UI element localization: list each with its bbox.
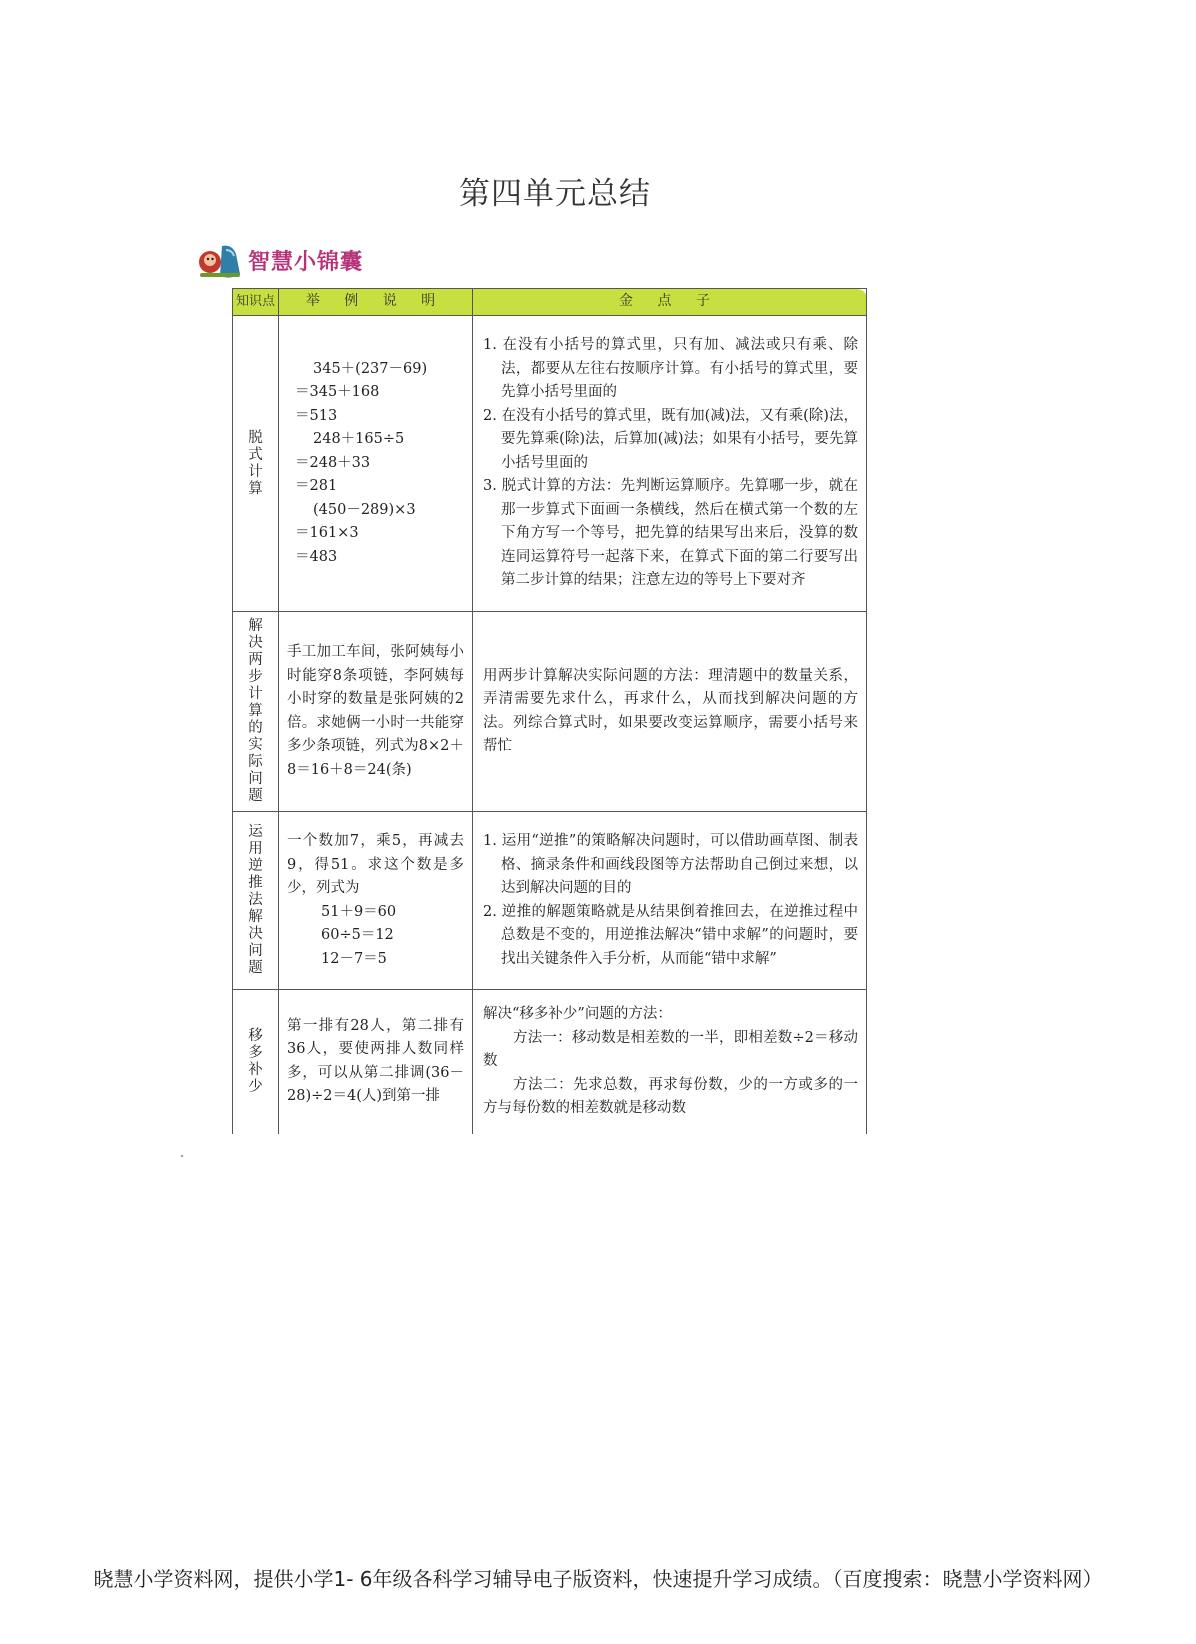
tip-item: 3. 脱式计算的方法：先判断运算顺序。先算哪一步，就在那一步算式下面画一条横线，然后在横式第一个数的左下角方写一个等号，把先算的结果写出来后，没算的数连同运算符号一起落下来，在算式下面的第二行要写出第二步计算的结果；注意左边的等号上下要对齐 [483, 478, 858, 589]
banner-label: 智慧小锦囊 [248, 249, 364, 275]
calc-line: 345＋(237－69) [313, 360, 428, 377]
example-cell [279, 990, 473, 1134]
tips-cell [473, 612, 867, 812]
topic-label: 解决两步计算的实际问题 [248, 618, 263, 804]
example-cell [279, 812, 473, 990]
example-cell [279, 612, 473, 812]
calc-line: ＝483 [295, 548, 338, 565]
table-header-row [233, 289, 867, 316]
calc-line: 248＋165÷5 [313, 431, 405, 448]
calc-line: (450－289)×3 [313, 501, 416, 518]
tip-text: 用两步计算解决实际问题的方法：理清题中的数量关系，弄清需要先求什么，再求什么，从而找到解决问题的方法。列综合算式时，如果要改变运算顺序，需要小括号来帮忙 [483, 667, 858, 754]
wisdom-banner [196, 240, 363, 280]
example-text: 一个数加7，乘5，再减去9，得51。求这个数是多少，列式为 [287, 833, 464, 896]
summary-table [232, 288, 867, 1134]
calc-line: ＝161×3 [295, 525, 359, 542]
topic-cell [233, 316, 279, 612]
tip-item: 1. 在没有小括号的算式里，只有加、减法或只有乘、除法，都要从左往右按顺序计算。有小括号的算式里，要先算小括号里面的 [483, 337, 858, 401]
calc-line: ＝513 [295, 407, 338, 424]
calc-line: ＝345＋168 [295, 384, 380, 401]
tip-intro: 解决“移多补少”问题的方法： [483, 1006, 672, 1022]
topic-cell [233, 812, 279, 990]
footer-note: 晓慧小学资料网，提供小学1- 6年级各科学习辅导电子版资料，快速提升学习成绩。（百度搜索：晓慧小学资料网） [93, 1567, 1103, 1591]
example-text: 手工加工车间，张阿姨每小时能穿8条项链，李阿姨每小时穿的数量是张阿姨的2倍。求她俩一小时一共能穿多少条项链，列式为8×2＋8＝16＋8＝24(条) [287, 644, 464, 778]
topic-label: 移多补少 [248, 1027, 263, 1095]
calc-line: 12－7＝5 [321, 950, 387, 967]
scan-speck [181, 1155, 183, 1157]
tips-cell [473, 990, 867, 1134]
example-cell [279, 316, 473, 612]
topic-cell [233, 990, 279, 1134]
tips-cell [473, 812, 867, 990]
table-row [233, 612, 867, 812]
topic-cell [233, 612, 279, 812]
calc-line: 60÷5＝12 [321, 927, 394, 943]
table-row [233, 316, 867, 612]
header-topic: 知识点 [233, 289, 279, 316]
tips-cell [473, 316, 867, 612]
header-tips: 金 点 子 [473, 289, 867, 316]
calc-line: ＝248＋33 [295, 454, 371, 471]
tip-item: 2. 逆推的解题策略就是从结果倒着推回去，在逆推过程中总数是不变的，用逆推法解决“错中求解”的问题时，要找出关键条件入手分析，从而能“错中求解” [483, 903, 858, 967]
table-row [233, 812, 867, 990]
topic-label: 运用逆推法解决问题 [248, 824, 263, 976]
tip-item: 1. 运用“逆推”的策略解决问题时，可以借助画草图、制表格、摘录条件和画线段图等方法帮助自己倒过来想，以达到解决问题的目的 [483, 833, 858, 896]
tip-method: 方法二：先求总数，再求每份数，少的一方或多的一方与每份数的相差数就是移动数 [483, 1076, 858, 1116]
example-text: 第一排有28人，第二排有36人，要使两排人数同样多，可以从第二排调(36－28)÷2＝4(人)到第一排 [287, 1017, 464, 1105]
tip-method: 方法一：移动数是相差数的一半，即相差数÷2＝移动数 [483, 1029, 858, 1069]
table-row [233, 990, 867, 1134]
calc-line: 51＋9＝60 [321, 903, 397, 920]
page-title: 第四单元总结 [459, 176, 651, 212]
topic-label: 脱式计算 [248, 429, 263, 497]
mascot-icon [196, 240, 244, 280]
header-example: 举 例 说 明 [279, 289, 473, 316]
tip-item: 2. 在没有小括号的算式里，既有加(减)法，又有乘(除)法，要先算乘(除)法，后算加(减)法；如果有小括号，要先算小括号里面的 [483, 407, 858, 471]
calc-line: ＝281 [295, 478, 338, 495]
